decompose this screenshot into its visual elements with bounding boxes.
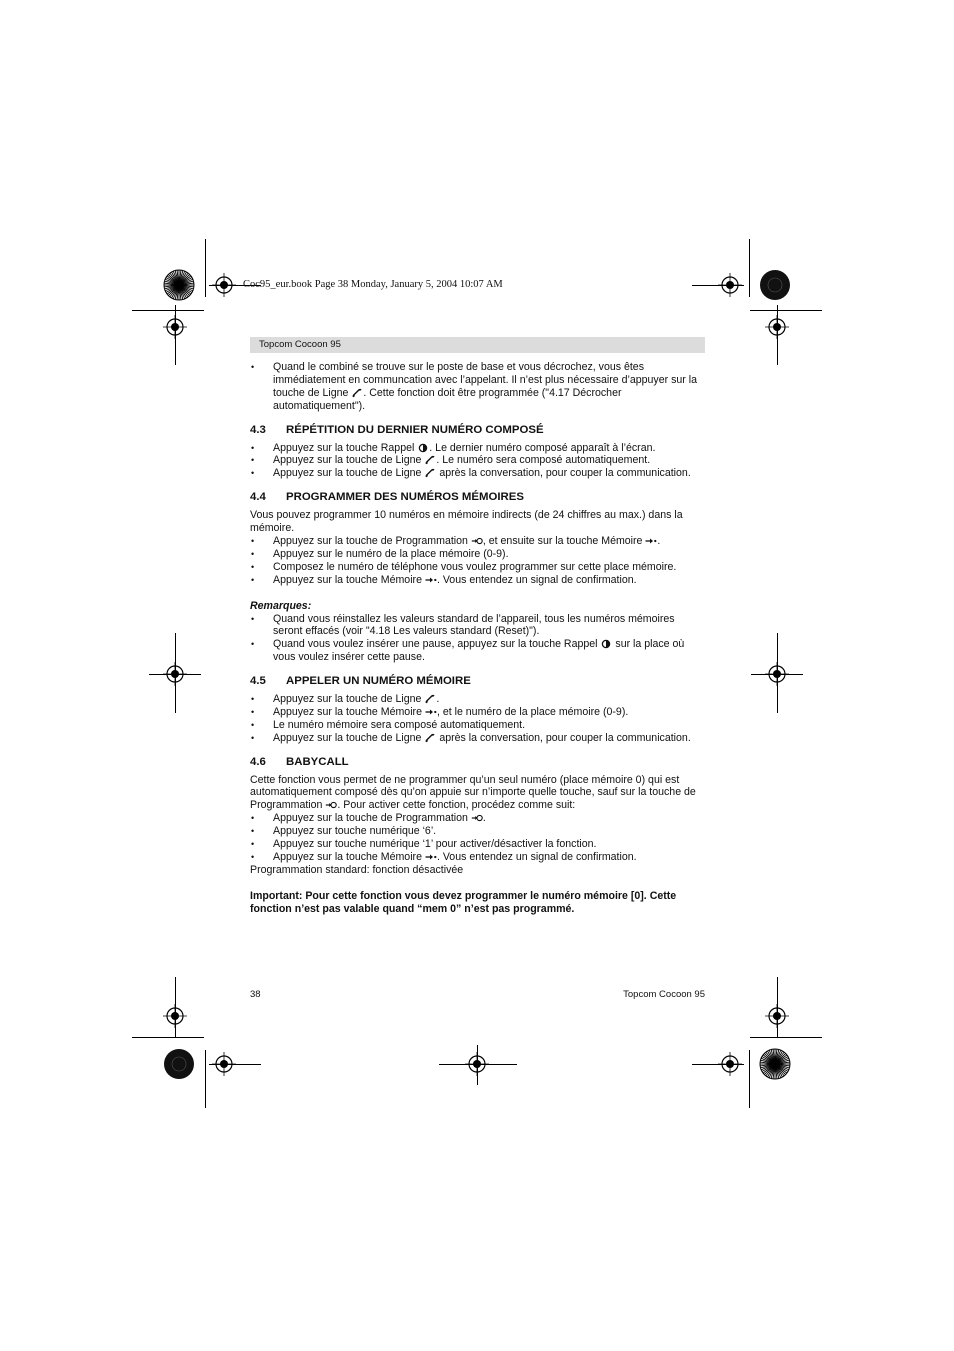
crop-line — [749, 239, 750, 297]
list-item: • Appuyez sur la touche Rappel . Le dernier numéro composé apparaît à l’écran. — [250, 442, 706, 455]
phone-handset-icon — [424, 733, 436, 743]
crop-line — [175, 633, 176, 713]
crop-line — [175, 977, 176, 1037]
crop-line — [750, 310, 822, 311]
remarks-title: Remarques: — [250, 599, 312, 612]
important-note: Important: Pour cette fonction vous devez programmer le numéro mémoire [0]. Cette fonction n’est pas valable quand “mem 0” n’est pas programmé. — [250, 889, 677, 915]
list-item: • Quand vous réinstallez les valeurs standard de l’appareil, tous les numéros mémoires seront effacés (voir "4.18 Les valeurs standard (Reset)"). — [250, 613, 706, 639]
program-icon — [471, 813, 483, 823]
program-icon — [471, 536, 483, 546]
memory-arrow-icon — [425, 707, 437, 717]
section-heading-4-5: 4.5 APPELER UN NUMÉRO MÉMOIRE — [250, 675, 471, 688]
phone-handset-icon — [424, 694, 436, 704]
list-item: • Appuyez sur la touche Mémoire , et le numéro de la place mémoire (0-9). — [250, 706, 706, 719]
list-item: • Appuyez sur touche numérique ‘6’. — [250, 825, 706, 838]
crop-line — [777, 977, 778, 1037]
list-item: • Appuyez sur la touche de Ligne . Le numéro sera composé automatiquement. — [250, 454, 706, 467]
section-4-5-list — [250, 693, 706, 745]
section-4-4-list — [250, 535, 706, 587]
crop-line — [149, 674, 201, 675]
section-heading-4-4: 4.4 PROGRAMMER DES NUMÉROS MÉMOIRES — [250, 491, 524, 504]
list-item: • Appuyez sur le numéro de la place mémoire (0-9). — [250, 548, 706, 561]
color-target-mark — [163, 269, 195, 301]
list-item: • Appuyez sur la touche de Programmation . — [250, 812, 706, 825]
color-target-mark — [163, 1048, 195, 1080]
crop-line — [205, 239, 206, 297]
list-item: • Quand vous voulez insérer une pause, appuyez sur la touche Rappel sur la place où vous voulez insérer cette pause. — [250, 638, 706, 664]
list-item: • Appuyez sur la touche de Ligne . — [250, 693, 706, 706]
crop-line — [692, 285, 744, 286]
list-item: • Appuyez sur la touche de Ligne après la conversation, pour couper la communication. — [250, 467, 706, 480]
list-item: • Composez le numéro de téléphone vous voulez programmer sur cette place mémoire. — [250, 561, 706, 574]
section-4-4-intro: Vous pouvez programmer 10 numéros en mémoire indirects (de 24 chiffres au max.) dans la mémoire. — [250, 509, 683, 535]
phone-handset-icon — [351, 388, 363, 398]
crop-line — [132, 1037, 204, 1038]
page-content — [250, 361, 706, 916]
list-item: • Le numéro mémoire sera composé automatiquement. — [250, 719, 706, 732]
phone-handset-icon — [424, 455, 436, 465]
crop-line — [477, 1045, 478, 1085]
crop-line — [209, 1064, 261, 1065]
crop-line — [750, 1037, 822, 1038]
book-slug: Coc95_eur.book Page 38 Monday, January 5, 2004 10:07 AM — [243, 279, 503, 290]
intro-list — [250, 361, 706, 413]
list-item: • Quand le combiné se trouve sur le poste de base et vous décrochez, vous êtes immédiatement en communcation avec l’appelant. Il n’est plus nécessaire d’appuyer sur la touche de Ligne . Cette fonction doit être programmée ("4.17 Décrocher automatiquement"). — [250, 361, 706, 413]
footer-brand: Topcom Cocoon 95 — [623, 989, 705, 1000]
list-item: • Appuyez sur la touche Mémoire . Vous entendez un signal de confirmation. — [250, 851, 706, 864]
remarks-list — [250, 613, 706, 665]
list-item: • Appuyez sur la touche de Ligne après la conversation, pour couper la communication. — [250, 732, 706, 745]
list-item: • Appuyez sur touche numérique ‘1’ pour activer/désactiver la fonction. — [250, 838, 706, 851]
section-4-3-list — [250, 442, 706, 481]
phone-handset-icon — [424, 468, 436, 478]
standard-setting: Programmation standard: fonction désactivée — [250, 863, 464, 876]
recall-icon — [417, 443, 429, 453]
recall-icon — [600, 639, 612, 649]
color-target-mark — [759, 1048, 791, 1080]
crop-line — [692, 1064, 744, 1065]
crop-line — [777, 633, 778, 713]
crop-line — [175, 305, 176, 365]
memory-arrow-icon — [425, 852, 437, 862]
memory-arrow-icon — [645, 536, 657, 546]
section-4-6-intro: Cette fonction vous permet de ne programmer qu’un seul numéro (place mémoire 0) qui est automatiquement composé dès qu’on appuie sur n’importe quelle touche, sauf sur la touche de Programmation . Pour activer cette fonction, procédez comme suit: — [250, 773, 696, 812]
list-item: • Appuyez sur la touche Mémoire . Vous entendez un signal de confirmation. — [250, 574, 706, 587]
crop-line — [132, 310, 204, 311]
memory-arrow-icon — [425, 575, 437, 585]
section-4-6-list — [250, 812, 706, 864]
list-item: • Appuyez sur la touche de Programmation , et ensuite sur la touche Mémoire . — [250, 535, 706, 548]
crop-line — [777, 305, 778, 365]
program-icon — [325, 800, 337, 810]
crop-line — [751, 674, 803, 675]
section-heading-4-3: 4.3 RÉPÉTITION DU DERNIER NUMÉRO COMPOSÉ — [250, 423, 544, 436]
crop-line — [439, 1064, 517, 1065]
running-header: Topcom Cocoon 95 — [250, 337, 705, 353]
crop-line — [205, 1050, 206, 1108]
page-number: 38 — [250, 989, 261, 1000]
color-target-mark — [759, 269, 791, 301]
section-heading-4-6: 4.6 BABYCALL — [250, 755, 349, 768]
crop-line — [749, 1050, 750, 1108]
